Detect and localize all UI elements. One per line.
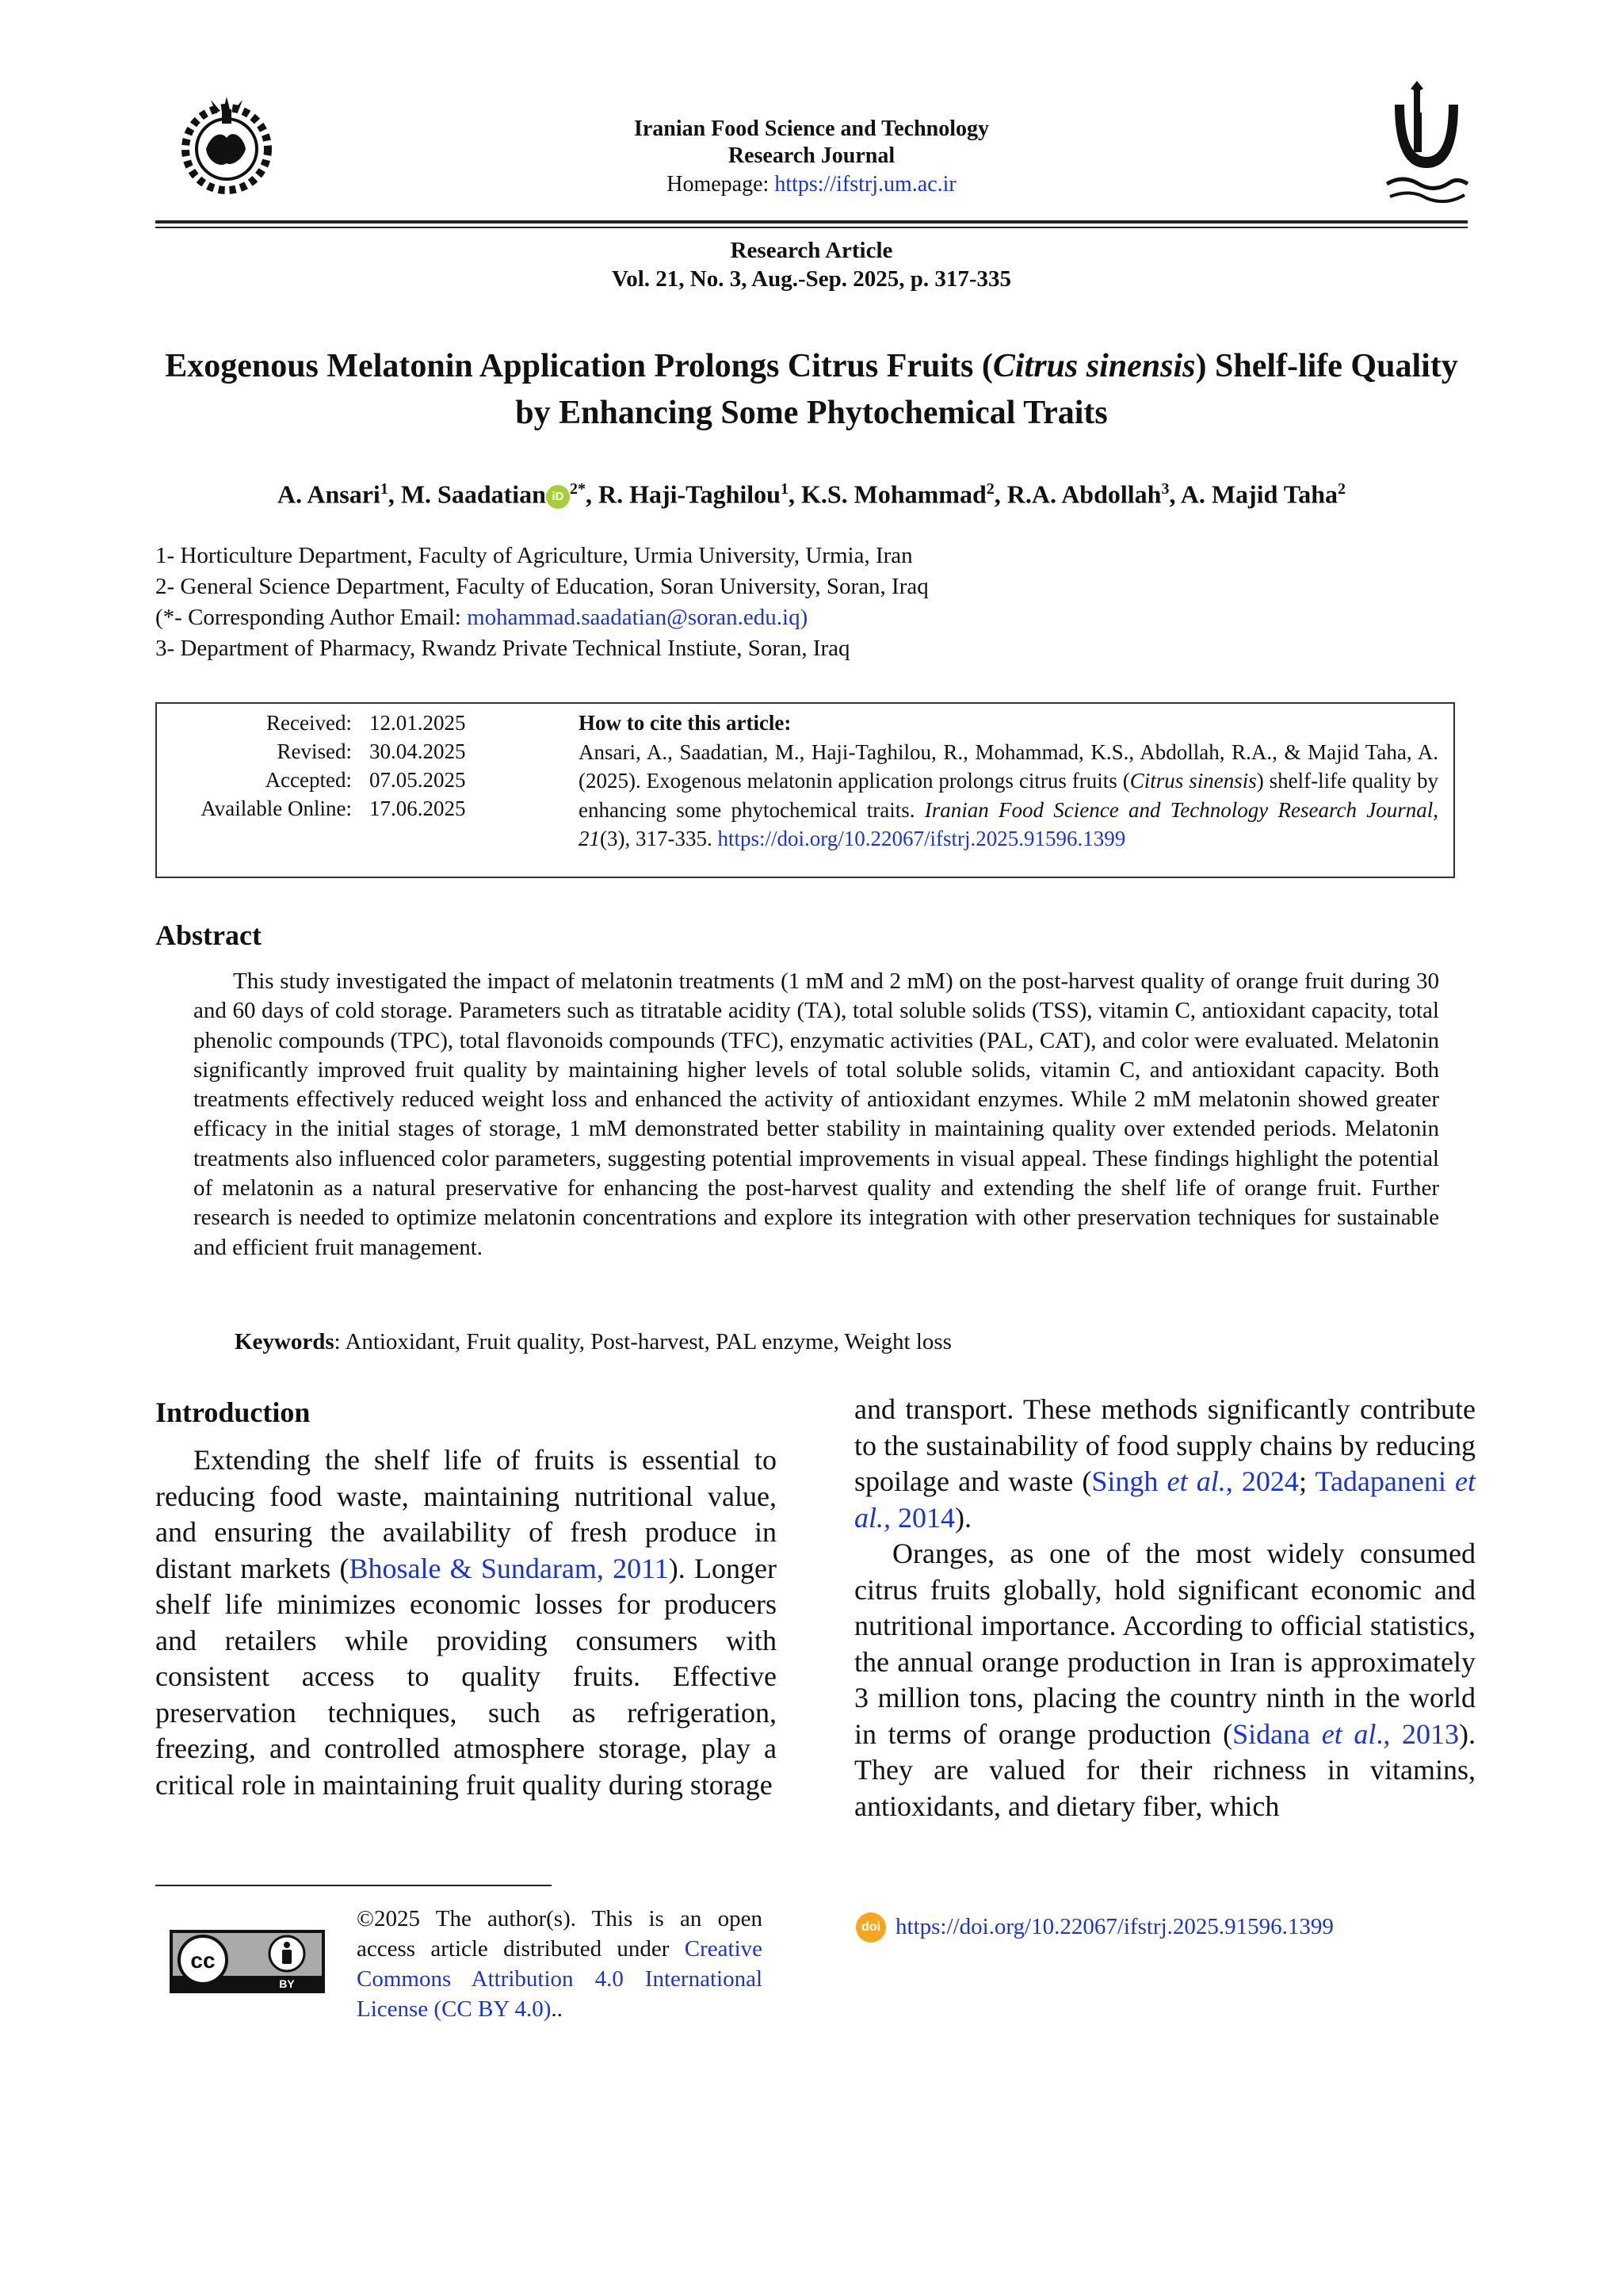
license-link[interactable]: Creative Commons Attribution 4.0 International License (CC BY 4.0)	[357, 1936, 762, 2022]
citation-link[interactable]: Bhosale & Sundaram, 2011	[349, 1552, 669, 1584]
intro-text: ).	[955, 1501, 972, 1534]
corresponding-author	[155, 602, 1468, 633]
license-text: ©2025 The author(s). This is an open access article distributed under	[357, 1906, 762, 1962]
author-name: A. Ansari	[277, 479, 380, 509]
ref-etal: et al	[1321, 1717, 1377, 1750]
journal-name-line1: Iranian Food Science and Technology	[633, 117, 990, 141]
citation-heading: How to cite this article:	[579, 711, 792, 735]
accepted-label: Accepted:	[265, 768, 352, 792]
author-affil: 2	[1337, 480, 1346, 498]
accepted-date: 07.05.2025	[369, 768, 466, 792]
by-person-icon	[282, 1950, 292, 1964]
revised-date: 30.04.2025	[369, 739, 466, 763]
citation-text-3: (3), 317-335.	[600, 827, 718, 850]
doi-link[interactable]: https://doi.org/10.22067/ifstrj.2025.91596.1399	[896, 1914, 1334, 1939]
orcid-icon[interactable]: iD	[546, 485, 570, 509]
article-type: Research Article	[730, 238, 893, 263]
citation-block	[579, 709, 1438, 854]
introduction-heading: Introduction	[155, 1396, 311, 1428]
citation-text-1: Ansari, A., Saadatian, M., Haji-Taghilou, R., Mohammad, K.S., Abdollah, R.A., & Majid Taha, A. (2025). Exogenous melatonin application prolongs citrus fruits (	[579, 739, 1438, 793]
intro-right-column-p2	[854, 1536, 1476, 1824]
abstract-heading: Abstract	[155, 919, 262, 951]
author-name: A. Majid Taha	[1180, 479, 1338, 509]
ref-author: Sidana	[1232, 1717, 1322, 1750]
volume-info: Vol. 21, No. 3, Aug.-Sep. 2025, p. 317-335	[611, 266, 1012, 292]
abstract-body: This study investigated the impact of melatonin treatments (1 mM and 2 mM) on the post-harvest quality of orange fruit during 30 and 60 days of cold storage. Parameters such as titratable acidity (TA), total soluble solids (TSS), vitamin C, antioxidant capacity, total phenolic compounds (TPC), total flavonoids compounds (TFC), enzymatic activities (PAL, CAT), and color were evaluated. Melatonin significantly improved fruit quality by maintaining higher levels of total soluble solids, vitamin C, and antioxidant capacity. Both treatments effectively reduced weight loss and enhanced the activity of antioxidant enzymes. While 2 mM melatonin showed greater efficacy in the initial stages of storage, 1 mM demonstrated better stability in maintaining quality over extended periods. Melatonin treatments also influenced color parameters, suggesting potential improvements in visual appeal. These findings highlight the potential of melatonin as a natural preservative for enhancing the post-harvest quality and extending the shelf life of orange fruit. Further research is needed to optimize melatonin concentrations and explore its integration with other preservation techniques for sustainable and efficient fruit management.	[193, 968, 1439, 1260]
keywords-text: : Antioxidant, Fruit quality, Post-harvest, PAL enzyme, Weight loss	[334, 1329, 952, 1354]
doi-icon: doi	[856, 1912, 886, 1943]
affiliation-2: 2- General Science Department, Faculty of Education, Soran University, Soran, Iraq	[155, 574, 929, 599]
paper-title	[155, 343, 1468, 437]
received-date: 12.01.2025	[369, 711, 466, 735]
author-affil: 1	[380, 480, 388, 498]
author-name: R. Haji-Taghilou	[598, 479, 781, 509]
cc-by-badge[interactable]	[170, 1930, 325, 1993]
citation-text-2: ) shelf-life quality by enhancing some phytochemical traits.	[579, 769, 1438, 822]
title-part1: Exogenous Melatonin Application Prolongs Citrus Fruits (	[165, 348, 993, 384]
article-info-box	[155, 702, 1455, 878]
footnote-rule	[155, 1885, 552, 1886]
ref-etal: et al.	[1167, 1465, 1226, 1497]
corresponding-email[interactable]: mohammad.saadatian@soran.edu.iq)	[467, 605, 808, 630]
keywords	[235, 1328, 952, 1356]
author-name: K.S. Mohammad	[800, 479, 987, 509]
university-logo	[1379, 81, 1474, 208]
intro-text: and transport. These methods significantly contribute to the sustainability of food supply chains by reducing spoilage and waste (	[854, 1393, 1476, 1497]
citation-doi-link[interactable]: https://doi.org/10.22067/ifstrj.2025.91596.1399	[717, 827, 1126, 850]
citation-species: Citrus sinensis	[1129, 769, 1257, 793]
homepage-label: Homepage:	[666, 172, 775, 197]
online-date: 17.06.2025	[369, 797, 466, 820]
ref-year: 2014	[891, 1501, 956, 1534]
journal-name-line2: Research Journal	[727, 143, 896, 168]
author-name: M. Saadatian	[400, 479, 546, 509]
author-name: R.A. Abdollah	[1006, 479, 1162, 509]
corresponding-label: (*- Corresponding Author Email:	[155, 605, 468, 630]
author-affil: 1	[780, 480, 789, 498]
author-affil: 2	[986, 480, 995, 498]
citation-journal: Iranian Food Science and Technology Research Journal, 21	[579, 797, 1439, 850]
affiliation-3: 3- Department of Pharmacy, Rwandz Private Technical Instiute, Soran, Iraq	[155, 636, 850, 661]
author-affil: 3	[1161, 480, 1170, 498]
license-statement	[357, 1904, 762, 2024]
citation-link[interactable]	[1091, 1465, 1299, 1497]
revised-label: Revised:	[277, 739, 352, 763]
intro-left-column	[155, 1442, 777, 1803]
intro-text: ). They are valued for their richness in vitamins, antioxidants, and dietary fiber, which	[854, 1717, 1476, 1822]
keywords-label: Keywords	[235, 1329, 334, 1354]
intro-text: ;	[1298, 1465, 1316, 1497]
ref-etal: et al.,	[854, 1465, 1476, 1534]
society-logo	[176, 94, 277, 197]
intro-text: ). Longer shelf life minimizes economic losses for producers and retailers while providing consumers with consistent access to quality fruits. Effective preservation techniques, such as refrigeration, freezing, and controlled atmosphere storage, play a critical role in maintaining fruit quality during storage	[155, 1552, 777, 1801]
citation-link[interactable]	[1232, 1718, 1459, 1750]
ref-year: , 2024	[1225, 1465, 1299, 1497]
doi-line	[856, 1912, 1334, 1943]
title-species: Citrus sinensis	[992, 348, 1196, 384]
intro-text: Oranges, as one of the most widely consumed citrus fruits globally, hold significant economic and nutritional importance. According to official statistics, the annual orange production in Iran is approximately 3 million tons, placing the country ninth in the world in terms of orange production (	[854, 1538, 1476, 1750]
title-part2: ) Shelf-life Quality by Enhancing Some Phytochemical Traits	[515, 348, 1458, 431]
ref-year: ., 2013	[1376, 1717, 1460, 1750]
ref-author: Singh	[1091, 1465, 1167, 1497]
citation-text	[579, 738, 1438, 854]
license-end: ..	[551, 1996, 563, 2022]
author-affil: 2*	[569, 480, 586, 498]
homepage-line	[555, 171, 1068, 198]
ref-author: Tadapaneni	[1315, 1465, 1456, 1497]
header-rule-thin	[155, 227, 1468, 228]
online-label: Available Online:	[200, 797, 352, 820]
intro-text: Extending the shelf life of fruits is essential to reducing food waste, maintaining nutritional value, and ensuring the availability of fresh produce in distant markets (	[155, 1444, 777, 1584]
cc-label: cc	[190, 1948, 216, 1973]
received-label: Received:	[266, 711, 352, 735]
affiliation-1: 1- Horticulture Department, Faculty of Agriculture, Urmia University, Urmia, Iran	[155, 543, 913, 568]
homepage-link[interactable]: https://ifstrj.um.ac.ir	[774, 172, 957, 197]
by-label: BY	[279, 1977, 295, 1990]
header-rule-thick	[155, 220, 1468, 223]
affiliations	[155, 541, 1468, 664]
journal-name	[555, 116, 1068, 170]
author-list: A. Ansari$^1$, M. Saadatian iD $^{2*}$, R. Haji-Taghilou$^1$, K.S. Mohammad$^2$, R.A. Abdollah$^3$, A. Majid Taha$^2$	[277, 479, 1346, 509]
intro-right-column-p1	[854, 1392, 1476, 1536]
